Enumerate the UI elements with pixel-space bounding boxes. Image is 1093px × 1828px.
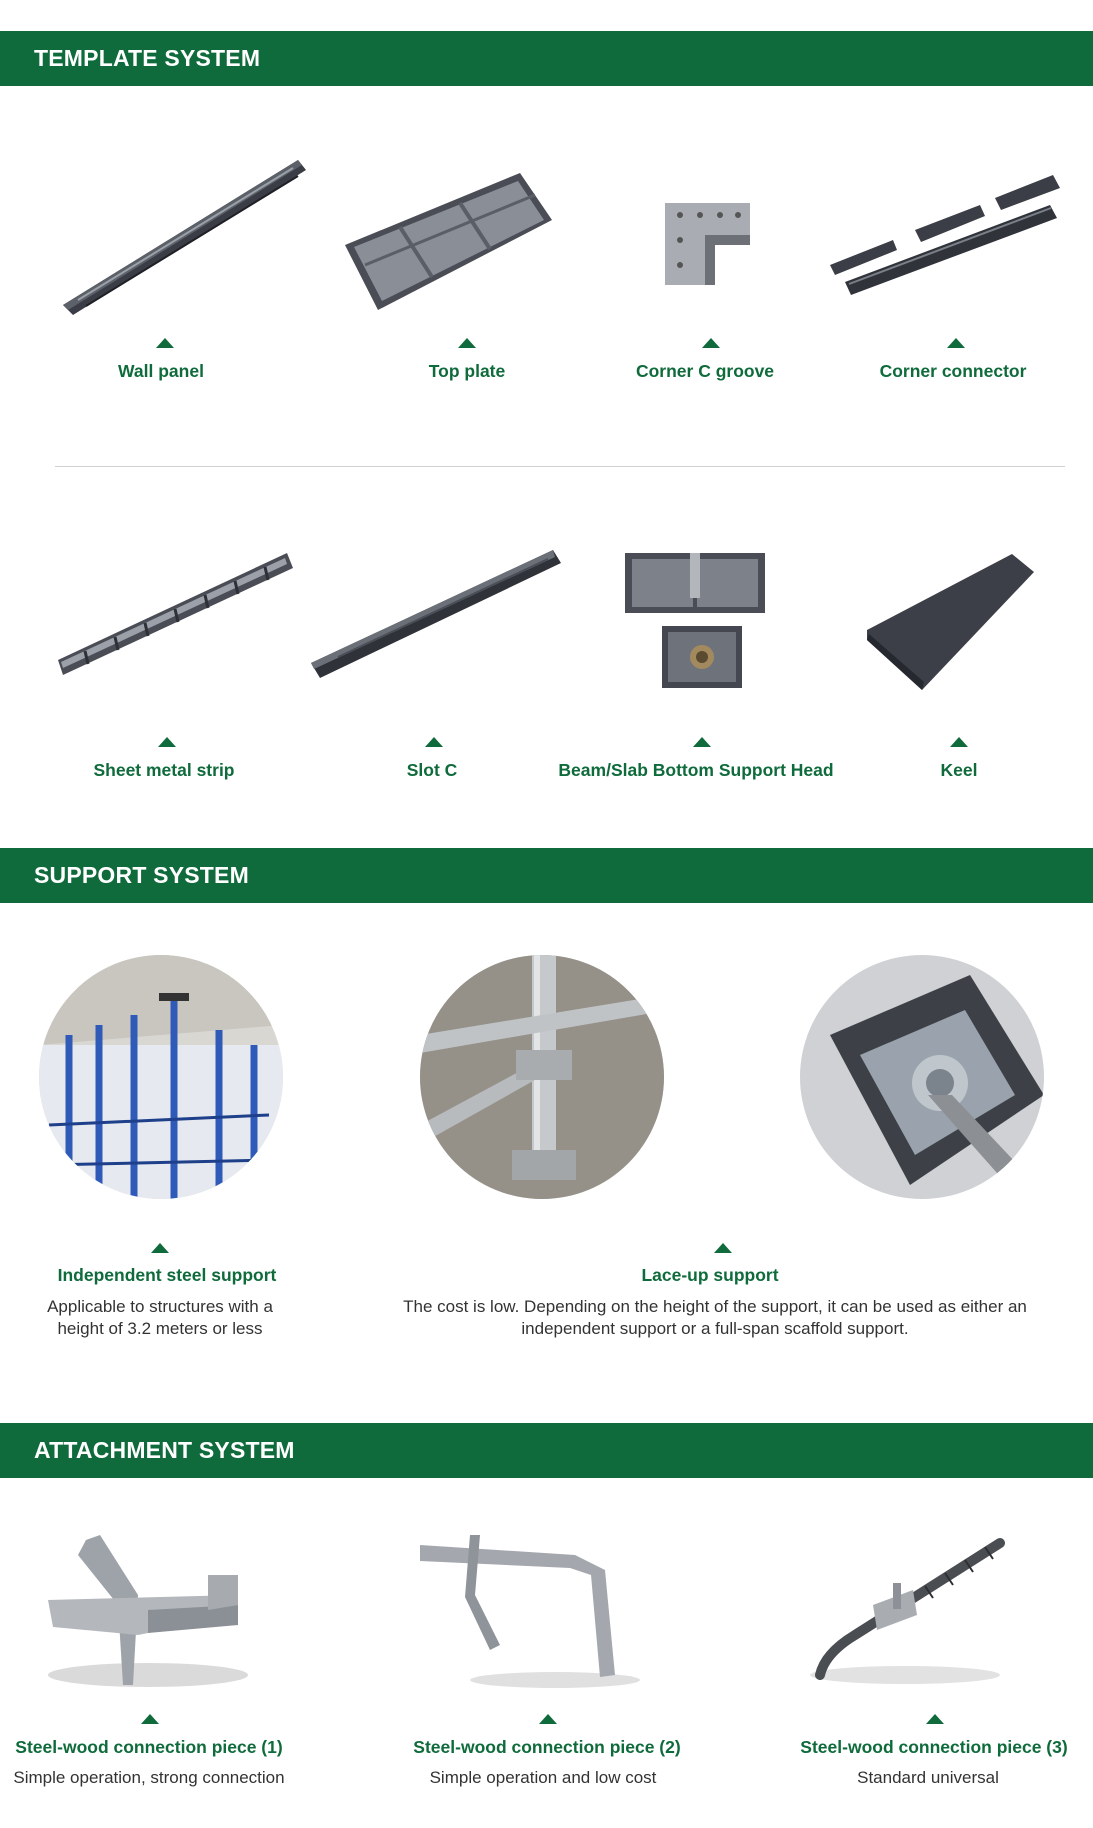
pointer-triangle-icon (693, 737, 711, 747)
keel-image (862, 552, 1037, 692)
section-title: SUPPORT SYSTEM (34, 862, 249, 888)
row-divider (55, 466, 1065, 467)
pointer-triangle-icon (714, 1243, 732, 1253)
pointer-triangle-icon (425, 737, 443, 747)
section-title: TEMPLATE SYSTEM (34, 45, 261, 71)
connection-piece-3-label: Steel-wood connection piece (3) (800, 1737, 1068, 1757)
corner-connector-image (825, 170, 1065, 295)
wall-panel-image (58, 150, 308, 320)
pointer-triangle-icon (539, 1714, 557, 1724)
support-head-label: Beam/Slab Bottom Support Head (558, 760, 834, 780)
pointer-triangle-icon (950, 737, 968, 747)
pointer-triangle-icon (702, 338, 720, 348)
pointer-triangle-icon (141, 1714, 159, 1724)
connection-piece-2-description: Simple operation and low cost (429, 1768, 657, 1787)
connection-piece-1-image (38, 1535, 258, 1695)
support-head-closeup-photo (800, 955, 1044, 1199)
section-header-template (0, 31, 1093, 86)
independent-steel-support-description: Applicable to structures with a height of 3.2 meters or less (47, 1297, 273, 1338)
corner-c-groove-label: Corner C groove (635, 361, 775, 381)
connection-piece-2-image (415, 1535, 645, 1695)
pointer-triangle-icon (458, 338, 476, 348)
lace-up-support-description: The cost is low. Depending on the height of the support, it can be used as either an independent support or a full-span scaffold support. (403, 1297, 1027, 1338)
connection-piece-1-description: Simple operation, strong connection (13, 1768, 285, 1787)
pointer-triangle-icon (156, 338, 174, 348)
lace-up-support-photo (420, 955, 664, 1199)
connection-piece-3-image (795, 1535, 1010, 1695)
sheet-metal-strip-label: Sheet metal strip (93, 760, 235, 780)
pointer-triangle-icon (158, 737, 176, 747)
pointer-triangle-icon (151, 1243, 169, 1253)
independent-steel-support-label: Independent steel support (57, 1265, 277, 1285)
independent-steel-support-photo (39, 955, 283, 1199)
corner-c-groove-image (660, 195, 760, 290)
section-header-attachment (0, 1423, 1093, 1478)
slot-c-image (308, 545, 563, 685)
pointer-triangle-icon (926, 1714, 944, 1724)
connection-piece-1-label: Steel-wood connection piece (1) (15, 1737, 283, 1757)
lace-up-support-label: Lace-up support (641, 1265, 779, 1285)
section-header-support (0, 848, 1093, 903)
pointer-triangle-icon (947, 338, 965, 348)
connection-piece-2-label: Steel-wood connection piece (2) (413, 1737, 681, 1757)
wall-panel-label: Wall panel (118, 361, 204, 381)
support-head-image (620, 548, 770, 693)
slot-c-label: Slot C (406, 760, 458, 780)
section-title: ATTACHMENT SYSTEM (34, 1437, 295, 1463)
top-plate-label: Top plate (428, 361, 506, 381)
sheet-metal-strip-image (55, 550, 295, 680)
keel-label: Keel (940, 760, 978, 780)
connection-piece-3-description: Standard universal (857, 1768, 999, 1787)
corner-connector-label: Corner connector (879, 361, 1027, 381)
top-plate-image (340, 165, 555, 315)
